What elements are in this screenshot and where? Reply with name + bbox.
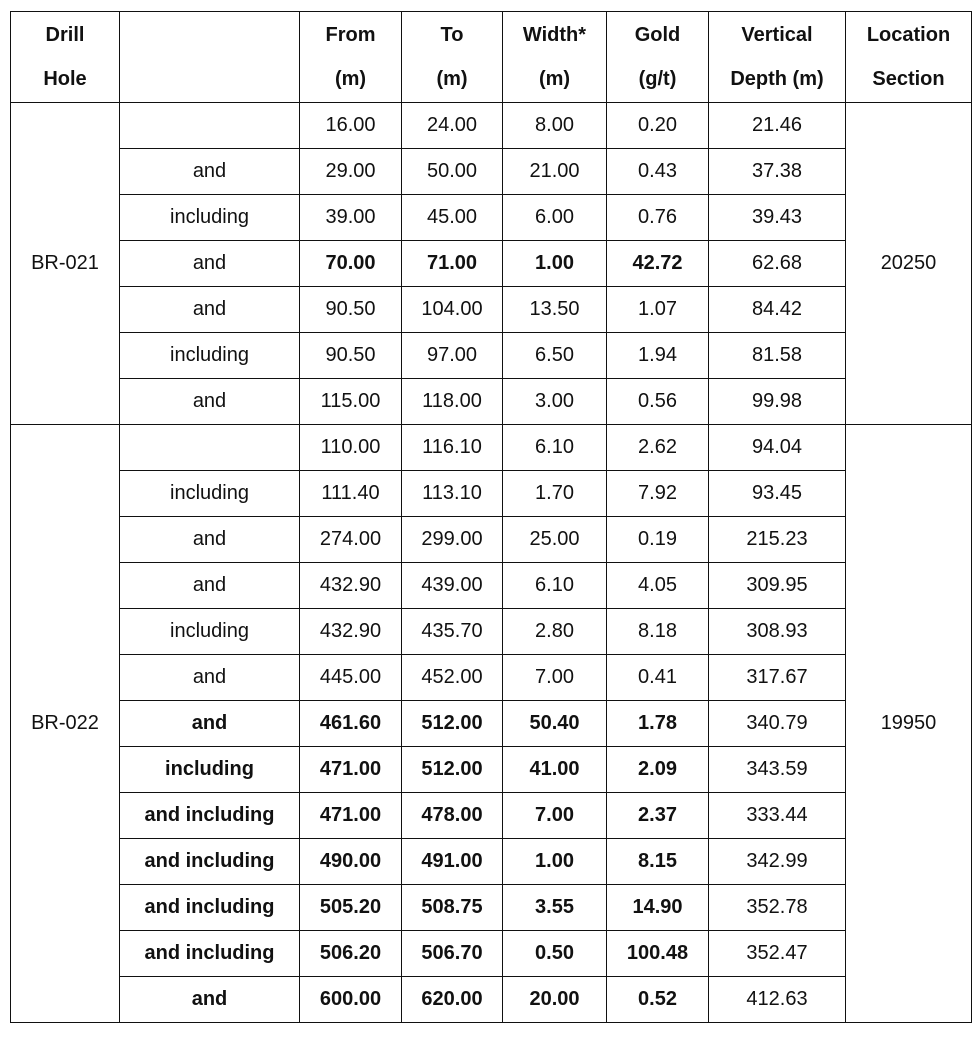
from-cell: 505.20: [300, 885, 402, 931]
gold-cell: 42.72: [607, 241, 709, 287]
gold-cell: 7.92: [607, 471, 709, 517]
depth-cell: 308.93: [709, 609, 846, 655]
from-cell: 115.00: [300, 379, 402, 425]
qualifier-cell: including: [120, 471, 300, 517]
width-cell: 7.00: [503, 793, 607, 839]
table-row: [11, 287, 972, 333]
qualifier-cell: and: [120, 241, 300, 287]
gold-cell: 0.56: [607, 379, 709, 425]
gold-cell: 0.76: [607, 195, 709, 241]
depth-cell: 62.68: [709, 241, 846, 287]
table-row: [11, 517, 972, 563]
depth-cell: 343.59: [709, 747, 846, 793]
from-cell: 274.00: [300, 517, 402, 563]
from-cell: 110.00: [300, 425, 402, 471]
to-cell: 478.00: [402, 793, 503, 839]
depth-cell: 412.63: [709, 977, 846, 1023]
drill-hole-cell: BR-021: [11, 103, 120, 425]
gold-cell: 0.43: [607, 149, 709, 195]
qualifier-cell: and: [120, 563, 300, 609]
depth-cell: 340.79: [709, 701, 846, 747]
to-cell: 113.10: [402, 471, 503, 517]
table-row: [11, 195, 972, 241]
gold-cell: 0.20: [607, 103, 709, 149]
to-cell: 508.75: [402, 885, 503, 931]
qualifier-cell: including: [120, 333, 300, 379]
width-cell: 50.40: [503, 701, 607, 747]
table-row: [11, 471, 972, 517]
depth-cell: 317.67: [709, 655, 846, 701]
gold-cell: 1.94: [607, 333, 709, 379]
depth-cell: 39.43: [709, 195, 846, 241]
width-cell: 7.00: [503, 655, 607, 701]
location-section-cell: 20250: [846, 103, 972, 425]
depth-cell: 21.46: [709, 103, 846, 149]
qualifier-cell: including: [120, 195, 300, 241]
table-row: [11, 931, 972, 977]
width-cell: 8.00: [503, 103, 607, 149]
width-cell: 20.00: [503, 977, 607, 1023]
from-cell: 111.40: [300, 471, 402, 517]
table-row: [11, 425, 972, 471]
header-location-section: Location Section: [846, 12, 972, 103]
width-cell: 13.50: [503, 287, 607, 333]
drill-hole-cell: BR-022: [11, 425, 120, 1023]
header-width: Width* (m): [503, 12, 607, 103]
header-row: [11, 12, 972, 103]
table-row: [11, 747, 972, 793]
width-cell: 2.80: [503, 609, 607, 655]
table-row: [11, 839, 972, 885]
width-cell: 6.10: [503, 563, 607, 609]
to-cell: 118.00: [402, 379, 503, 425]
table-row: [11, 885, 972, 931]
gold-cell: 100.48: [607, 931, 709, 977]
from-cell: 506.20: [300, 931, 402, 977]
from-cell: 39.00: [300, 195, 402, 241]
gold-cell: 1.78: [607, 701, 709, 747]
gold-cell: 2.62: [607, 425, 709, 471]
table-row: [11, 333, 972, 379]
to-cell: 491.00: [402, 839, 503, 885]
depth-cell: 37.38: [709, 149, 846, 195]
from-cell: 600.00: [300, 977, 402, 1023]
to-cell: 24.00: [402, 103, 503, 149]
to-cell: 439.00: [402, 563, 503, 609]
qualifier-cell: and: [120, 379, 300, 425]
width-cell: 6.00: [503, 195, 607, 241]
qualifier-cell: and: [120, 287, 300, 333]
gold-cell: 0.41: [607, 655, 709, 701]
width-cell: 3.00: [503, 379, 607, 425]
to-cell: 116.10: [402, 425, 503, 471]
qualifier-cell: [120, 425, 300, 471]
depth-cell: 352.47: [709, 931, 846, 977]
header-drill-hole: Drill Hole: [11, 12, 120, 103]
table-row: [11, 609, 972, 655]
to-cell: 620.00: [402, 977, 503, 1023]
from-cell: 70.00: [300, 241, 402, 287]
gold-cell: 0.52: [607, 977, 709, 1023]
width-cell: 41.00: [503, 747, 607, 793]
qualifier-cell: and: [120, 977, 300, 1023]
from-cell: 16.00: [300, 103, 402, 149]
gold-cell: 1.07: [607, 287, 709, 333]
qualifier-cell: and including: [120, 931, 300, 977]
table-row: [11, 977, 972, 1023]
table-body: [11, 103, 972, 1023]
depth-cell: 309.95: [709, 563, 846, 609]
qualifier-cell: and: [120, 517, 300, 563]
to-cell: 435.70: [402, 609, 503, 655]
gold-cell: 0.19: [607, 517, 709, 563]
from-cell: 29.00: [300, 149, 402, 195]
table-row: [11, 379, 972, 425]
depth-cell: 352.78: [709, 885, 846, 931]
qualifier-cell: and including: [120, 793, 300, 839]
depth-cell: 333.44: [709, 793, 846, 839]
gold-cell: 8.18: [607, 609, 709, 655]
table-row: [11, 793, 972, 839]
width-cell: 1.00: [503, 839, 607, 885]
to-cell: 104.00: [402, 287, 503, 333]
to-cell: 506.70: [402, 931, 503, 977]
gold-cell: 2.37: [607, 793, 709, 839]
width-cell: 21.00: [503, 149, 607, 195]
width-cell: 6.10: [503, 425, 607, 471]
qualifier-cell: and including: [120, 885, 300, 931]
depth-cell: 215.23: [709, 517, 846, 563]
to-cell: 452.00: [402, 655, 503, 701]
to-cell: 299.00: [402, 517, 503, 563]
header-qualifier: [120, 12, 300, 103]
to-cell: 512.00: [402, 701, 503, 747]
qualifier-cell: [120, 103, 300, 149]
from-cell: 432.90: [300, 563, 402, 609]
from-cell: 490.00: [300, 839, 402, 885]
width-cell: 1.00: [503, 241, 607, 287]
header-vertical-depth: Vertical Depth (m): [709, 12, 846, 103]
to-cell: 97.00: [402, 333, 503, 379]
to-cell: 71.00: [402, 241, 503, 287]
qualifier-cell: and: [120, 149, 300, 195]
depth-cell: 94.04: [709, 425, 846, 471]
width-cell: 0.50: [503, 931, 607, 977]
from-cell: 90.50: [300, 287, 402, 333]
table-row: [11, 701, 972, 747]
depth-cell: 93.45: [709, 471, 846, 517]
from-cell: 90.50: [300, 333, 402, 379]
gold-cell: 14.90: [607, 885, 709, 931]
to-cell: 512.00: [402, 747, 503, 793]
table-row: [11, 149, 972, 195]
from-cell: 445.00: [300, 655, 402, 701]
table-row: [11, 563, 972, 609]
qualifier-cell: and: [120, 701, 300, 747]
header-to: To (m): [402, 12, 503, 103]
from-cell: 471.00: [300, 793, 402, 839]
location-section-cell: 19950: [846, 425, 972, 1023]
to-cell: 45.00: [402, 195, 503, 241]
width-cell: 25.00: [503, 517, 607, 563]
depth-cell: 99.98: [709, 379, 846, 425]
qualifier-cell: and: [120, 655, 300, 701]
gold-cell: 4.05: [607, 563, 709, 609]
from-cell: 471.00: [300, 747, 402, 793]
drill-results-table: [10, 11, 972, 1023]
from-cell: 432.90: [300, 609, 402, 655]
table-row: [11, 241, 972, 287]
qualifier-cell: including: [120, 609, 300, 655]
width-cell: 3.55: [503, 885, 607, 931]
header-gold: Gold (g/t): [607, 12, 709, 103]
depth-cell: 81.58: [709, 333, 846, 379]
qualifier-cell: including: [120, 747, 300, 793]
qualifier-cell: and including: [120, 839, 300, 885]
from-cell: 461.60: [300, 701, 402, 747]
width-cell: 1.70: [503, 471, 607, 517]
table-row: [11, 655, 972, 701]
gold-cell: 8.15: [607, 839, 709, 885]
header-from: From (m): [300, 12, 402, 103]
width-cell: 6.50: [503, 333, 607, 379]
table-row: [11, 103, 972, 149]
depth-cell: 84.42: [709, 287, 846, 333]
to-cell: 50.00: [402, 149, 503, 195]
gold-cell: 2.09: [607, 747, 709, 793]
depth-cell: 342.99: [709, 839, 846, 885]
